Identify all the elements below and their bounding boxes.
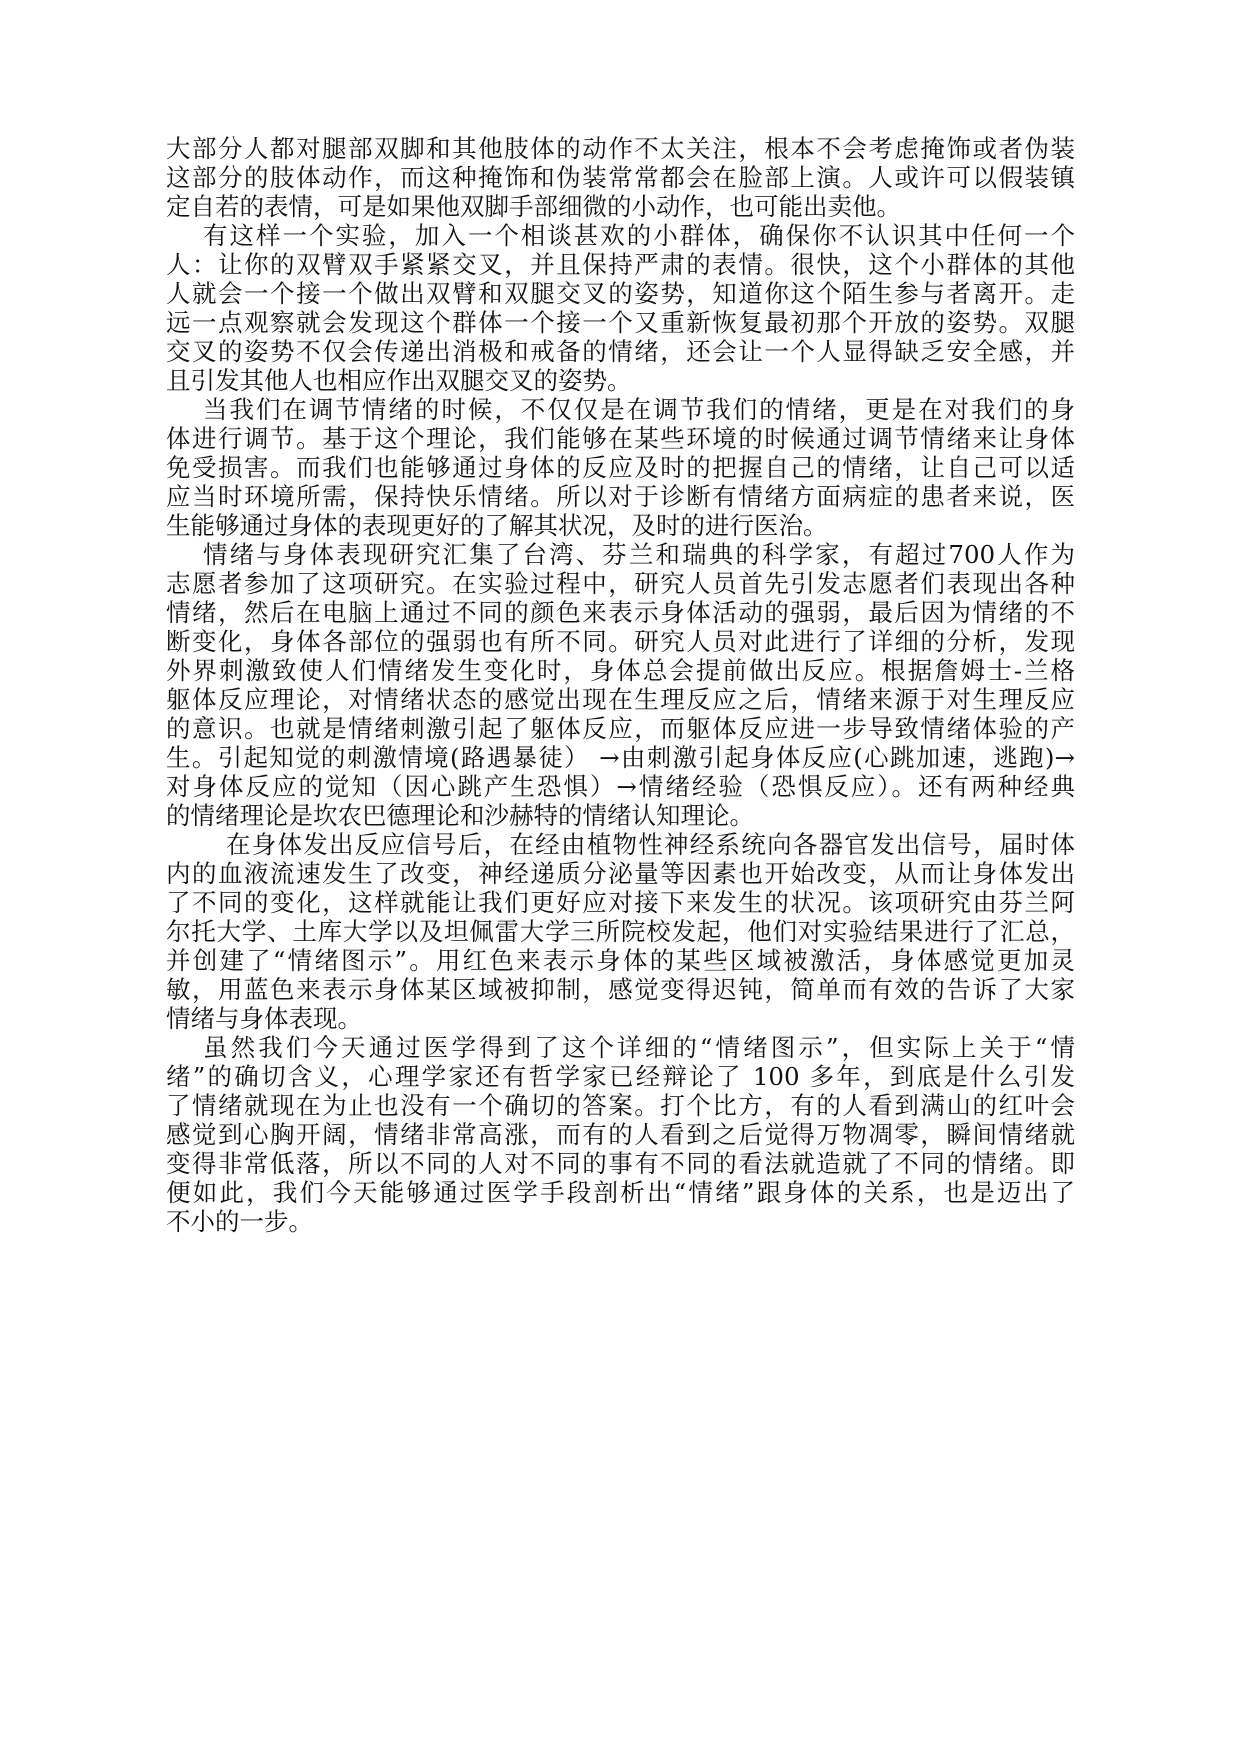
text-line: 对身体反应的觉知（因心跳产生恐惧）→情绪经验（恐惧反应）。还有两种经典 [166, 772, 1075, 801]
text-line: 生能够通过身体的表现更好的了解其状况，及时的进行医治。 [166, 511, 828, 540]
paragraph [166, 134, 1075, 221]
paragraph [166, 395, 1075, 540]
paragraph [166, 830, 1075, 1033]
text-line: 大部分人都对腿部双脚和其他肢体的动作不太关注，根本不会考虑掩饰或者伪装 [166, 134, 1075, 163]
text-line: 断变化，身体各部位的强弱也有所不同。研究人员对此进行了详细的分析，发现 [166, 627, 1075, 656]
text-line: 并创建了“情绪图示”。用红色来表示身体的某些区域被激活，身体感觉更加灵 [166, 946, 1075, 975]
text-line: 外界刺激致使人们情绪发生变化时，身体总会提前做出反应。根据詹姆士-兰格 [166, 656, 1075, 685]
text-line: 定自若的表情，可是如果他双脚手部细微的小动作，也可能出卖他。 [166, 192, 901, 221]
text-line: 虽然我们今天通过医学得到了这个详细的“情绪图示”，但实际上关于“情 [203, 1033, 1075, 1062]
text-line: 情绪与身体表现研究汇集了台湾、芬兰和瑞典的科学家，有超过700人作为 [203, 540, 1075, 569]
text-line: 免受损害。而我们也能够通过身体的反应及时的把握自己的情绪，让自己可以适 [166, 453, 1075, 482]
text-line: 在身体发出反应信号后，在经由植物性神经系统向各器官发出信号，届时体 [226, 830, 1075, 859]
text-line: 情绪与身体表现。 [166, 1004, 362, 1033]
text-line: 交叉的姿势不仅会传递出消极和戒备的情绪，还会让一个人显得缺乏安全感，并 [166, 337, 1075, 366]
text-line: 应当时环境所需，保持快乐情绪。所以对于诊断有情绪方面病症的患者来说，医 [166, 482, 1075, 511]
text-line: 有这样一个实验，加入一个相谈甚欢的小群体，确保你不认识其中任何一个 [203, 221, 1075, 250]
text-line: 了情绪就现在为止也没有一个确切的答案。打个比方，有的人看到满山的红叶会 [166, 1091, 1075, 1120]
paragraph [166, 1033, 1075, 1236]
text-line: 躯体反应理论，对情绪状态的感觉出现在生理反应之后，情绪来源于对生理反应 [166, 685, 1075, 714]
text-line: 不小的一步。 [166, 1207, 313, 1236]
text-line: 志愿者参加了这项研究。在实验过程中，研究人员首先引发志愿者们表现出各种 [166, 569, 1075, 598]
paragraph [166, 540, 1075, 830]
text-line: 的意识。也就是情绪刺激引起了躯体反应，而躯体反应进一步导致情绪体验的产 [166, 714, 1075, 743]
text-line: 情绪，然后在电脑上通过不同的颜色来表示身体活动的强弱，最后因为情绪的不 [166, 598, 1075, 627]
text-line: 便如此，我们今天能够通过医学手段剖析出“情绪”跟身体的关系，也是迈出了 [166, 1178, 1075, 1207]
text-line: 感觉到心胸开阔，情绪非常高涨，而有的人看到之后觉得万物凋零，瞬间情绪就 [166, 1120, 1075, 1149]
text-line: 且引发其他人也相应作出双腿交叉的姿势。 [166, 366, 632, 395]
text-line: 变得非常低落，所以不同的人对不同的事有不同的看法就造就了不同的情绪。即 [166, 1149, 1075, 1178]
document-body [166, 134, 1075, 1236]
text-line: 了不同的变化，这样就能让我们更好应对接下来发生的状况。该项研究由芬兰阿 [166, 888, 1075, 917]
text-line: 内的血液流速发生了改变，神经递质分泌量等因素也开始改变，从而让身体发出 [166, 859, 1075, 888]
paragraph [166, 221, 1075, 395]
text-line: 尔托大学、土库大学以及坦佩雷大学三所院校发起，他们对实验结果进行了汇总， [166, 917, 1075, 946]
text-line: 敏，用蓝色来表示身体某区域被抑制，感觉变得迟钝，简单而有效的告诉了大家 [166, 975, 1075, 1004]
text-line: 人：让你的双臂双手紧紧交叉，并且保持严肃的表情。很快，这个小群体的其他 [166, 250, 1075, 279]
text-line: 绪”的确切含义，心理学家还有哲学家已经辩论了 100 多年，到底是什么引发 [166, 1062, 1075, 1091]
text-line: 的情绪理论是坎农巴德理论和沙赫特的情绪认知理论。 [166, 801, 754, 830]
text-line: 当我们在调节情绪的时候，不仅仅是在调节我们的情绪，更是在对我们的身 [203, 395, 1075, 424]
text-line: 生。引起知觉的刺激情境(路遇暴徒） →由刺激引起身体反应(心跳加速，逃跑)→ [166, 743, 1075, 772]
text-line: 体进行调节。基于这个理论，我们能够在某些环境的时候通过调节情绪来让身体 [166, 424, 1075, 453]
text-line: 这部分的肢体动作，而这种掩饰和伪装常常都会在脸部上演。人或许可以假装镇 [166, 163, 1075, 192]
text-line: 远一点观察就会发现这个群体一个接一个又重新恢复最初那个开放的姿势。双腿 [166, 308, 1075, 337]
text-line: 人就会一个接一个做出双臂和双腿交叉的姿势，知道你这个陌生参与者离开。走 [166, 279, 1075, 308]
